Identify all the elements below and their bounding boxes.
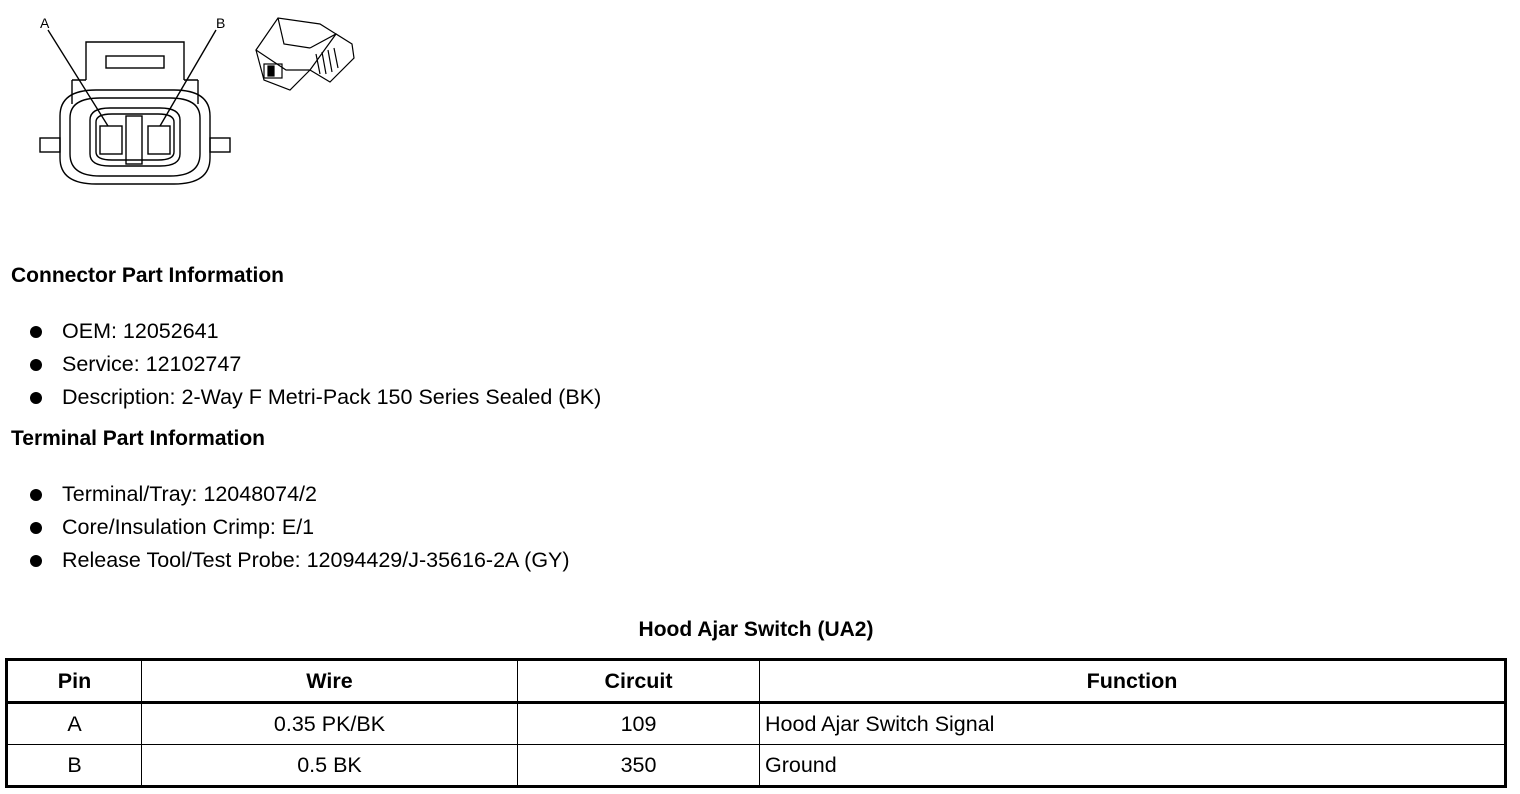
- list-item: Service: 12102747: [28, 348, 601, 381]
- wire-cell: 0.5 BK: [142, 745, 518, 787]
- list-item: Release Tool/Test Probe: 12094429/J-35616-2A (GY): [28, 544, 570, 577]
- connector-info-heading: Connector Part Information: [11, 264, 285, 287]
- bullet-icon: [30, 489, 42, 501]
- column-header-pin: Pin: [7, 660, 142, 703]
- bullet-icon: [30, 359, 42, 371]
- pinout-table: [5, 658, 1507, 788]
- pin-a-label: A: [40, 15, 50, 31]
- column-header-function: Function: [760, 660, 1506, 703]
- list-item: Core/Insulation Crimp: E/1: [28, 511, 570, 544]
- column-header-circuit: Circuit: [518, 660, 760, 703]
- table-row: [7, 703, 1506, 745]
- terminal-info-heading: Terminal Part Information: [11, 427, 265, 450]
- table-header-row: [7, 660, 1506, 703]
- table-row: [7, 745, 1506, 787]
- list-item: Description: 2-Way F Metri-Pack 150 Series Sealed (BK): [28, 381, 601, 414]
- circuit-cell: 109: [518, 703, 760, 745]
- bullet-icon: [30, 392, 42, 404]
- column-header-wire: Wire: [142, 660, 518, 703]
- circuit-cell: 350: [518, 745, 760, 787]
- pin-b-label: B: [216, 15, 226, 31]
- terminal-info-list: [28, 478, 570, 577]
- wire-cell: 0.35 PK/BK: [142, 703, 518, 745]
- connector-3d-illustration: [256, 18, 354, 90]
- connector-diagram: [20, 8, 380, 208]
- bullet-icon: [30, 326, 42, 338]
- bullet-icon: [30, 522, 42, 534]
- connector-info-list: [28, 315, 601, 414]
- list-item: OEM: 12052641: [28, 315, 601, 348]
- function-cell: Hood Ajar Switch Signal: [760, 703, 1506, 745]
- pin-cell: A: [7, 703, 142, 745]
- bullet-icon: [30, 555, 42, 567]
- list-item: Terminal/Tray: 12048074/2: [28, 478, 570, 511]
- function-cell: Ground: [760, 745, 1506, 787]
- pin-cell: B: [7, 745, 142, 787]
- table-title: Hood Ajar Switch (UA2): [638, 618, 874, 641]
